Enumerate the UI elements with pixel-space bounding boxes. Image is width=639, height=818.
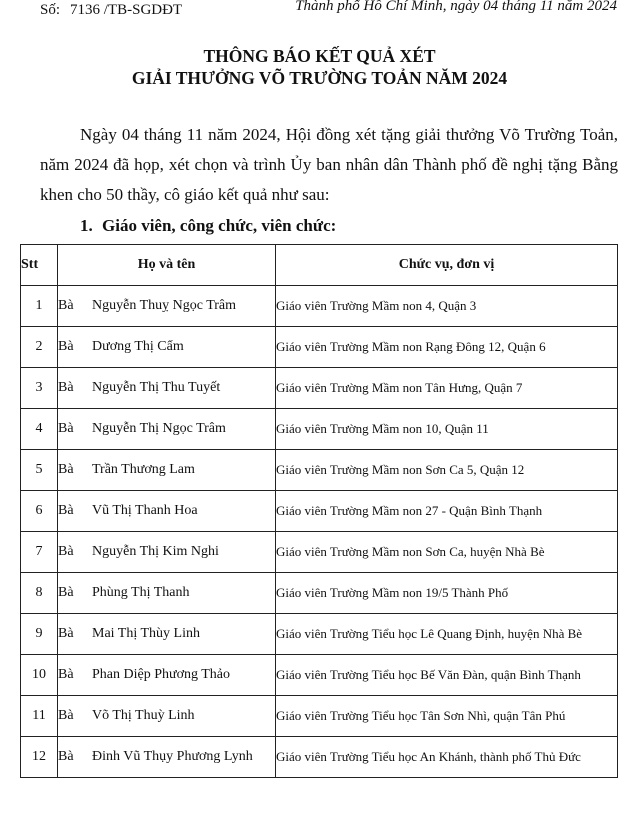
person-name: Nguyễn Thuỵ Ngọc Trâm [92, 298, 237, 313]
cell-position: Giáo viên Trường Mầm non Sơn Ca 5, Quận 12 [276, 450, 618, 491]
cell-stt: 5 [21, 450, 58, 491]
person-name: Nguyễn Thị Ngọc Trâm [92, 421, 226, 436]
person-name: Trần Thương Lam [92, 462, 195, 477]
honorific: Bà [58, 503, 74, 518]
cell-stt: 9 [21, 614, 58, 655]
section-heading [80, 216, 336, 236]
section-heading-text: Giáo viên, công chức, viên chức: [102, 216, 337, 235]
table-row [21, 532, 618, 573]
honorific: Bà [58, 585, 74, 600]
table-row [21, 491, 618, 532]
document-title-line-2: GIẢI THƯỞNG VÕ TRƯỜNG TOẢN NĂM 2024 [131, 68, 508, 88]
cell-position: Giáo viên Trường Tiểu học Lê Quang Định, huyện Nhà Bè [276, 614, 618, 655]
honorific: Bà [58, 544, 74, 559]
person-name: Võ Thị Thuỳ Linh [92, 708, 195, 723]
cell-name [58, 737, 276, 778]
cell-position: Giáo viên Trường Tiểu học Tân Sơn Nhì, quận Tân Phú [276, 696, 618, 737]
table-row [21, 737, 618, 778]
person-name: Vũ Thị Thanh Hoa [92, 503, 198, 518]
document-number-value: 7136 [70, 2, 101, 18]
place-and-date: Thành phố Hồ Chí Minh, ngày 04 tháng 11 năm 2024 [295, 0, 617, 14]
cell-position: Giáo viên Trường Mầm non 4, Quận 3 [276, 286, 618, 327]
header-stt: Stt [21, 245, 58, 286]
table-row [21, 614, 618, 655]
cell-stt: 7 [21, 532, 58, 573]
table-row [21, 450, 618, 491]
table-row [21, 368, 618, 409]
cell-stt: 3 [21, 368, 58, 409]
person-name: Dương Thị Cẩm [92, 339, 184, 354]
honorific: Bà [58, 339, 74, 354]
person-name: Nguyễn Thị Thu Tuyết [92, 380, 221, 395]
cell-position: Giáo viên Trường Mầm non Sơn Ca, huyện Nhà Bè [276, 532, 618, 573]
table-row [21, 409, 618, 450]
document-number [40, 2, 182, 19]
person-name: Mai Thị Thùy Linh [92, 626, 200, 641]
honorific: Bà [58, 380, 74, 395]
cell-name [58, 532, 276, 573]
cell-name [58, 696, 276, 737]
cell-stt: 2 [21, 327, 58, 368]
cell-position: Giáo viên Trường Tiểu học An Khánh, thành phố Thủ Đức [276, 737, 618, 778]
table-row [21, 327, 618, 368]
cell-stt: 12 [21, 737, 58, 778]
cell-name [58, 573, 276, 614]
honorific: Bà [58, 749, 74, 764]
cell-name [58, 286, 276, 327]
award-recipients-table [20, 244, 618, 778]
cell-stt: 4 [21, 409, 58, 450]
table-row [21, 573, 618, 614]
document-number-suffix: /TB-SGDĐT [103, 2, 183, 18]
cell-position: Giáo viên Trường Mầm non Rạng Đông 12, Quận 6 [276, 327, 618, 368]
cell-position: Giáo viên Trường Mầm non Tân Hưng, Quận 7 [276, 368, 618, 409]
honorific: Bà [58, 462, 74, 477]
document-number-label: Số: [40, 2, 61, 18]
person-name: Phan Diệp Phương Thảo [92, 667, 231, 682]
honorific: Bà [58, 298, 74, 313]
cell-name [58, 614, 276, 655]
person-name: Đinh Vũ Thụy Phương Lynh [92, 749, 253, 764]
cell-name [58, 327, 276, 368]
header-name: Họ và tên [58, 245, 276, 286]
person-name: Nguyễn Thị Kim Nghi [92, 544, 219, 559]
honorific: Bà [58, 626, 74, 641]
cell-position: Giáo viên Trường Mầm non 10, Quận 11 [276, 409, 618, 450]
table-header-row [21, 245, 618, 286]
cell-position: Giáo viên Trường Mầm non 27 - Quận Bình Thạnh [276, 491, 618, 532]
person-name: Phùng Thị Thanh [92, 585, 190, 600]
table-row [21, 655, 618, 696]
intro-paragraph-text: Ngày 04 tháng 11 năm 2024, Hội đồng xét tặng giải thưởng Võ Trường Toản, năm 2024 đã họp, xét chọn và trình Ủy ban nhân dân Thành phố đề nghị tặng Bằng khen cho 50 thầy, cô giáo kết quả như sau: [40, 125, 618, 204]
cell-name [58, 450, 276, 491]
cell-stt: 8 [21, 573, 58, 614]
honorific: Bà [58, 421, 74, 436]
honorific: Bà [58, 708, 74, 723]
intro-paragraph [40, 120, 618, 210]
cell-name [58, 409, 276, 450]
document-header [0, 0, 639, 22]
cell-stt: 10 [21, 655, 58, 696]
cell-stt: 11 [21, 696, 58, 737]
honorific: Bà [58, 667, 74, 682]
cell-position: Giáo viên Trường Mầm non 19/5 Thành Phố [276, 573, 618, 614]
cell-stt: 6 [21, 491, 58, 532]
cell-stt: 1 [21, 286, 58, 327]
cell-name [58, 368, 276, 409]
header-position: Chức vụ, đơn vị [276, 245, 618, 286]
document-title-line-1: THÔNG BÁO KẾT QUẢ XÉT [203, 46, 436, 66]
table-row [21, 696, 618, 737]
cell-position: Giáo viên Trường Tiểu học Bế Văn Đàn, quận Bình Thạnh [276, 655, 618, 696]
section-number: 1. [80, 216, 93, 235]
cell-name [58, 655, 276, 696]
cell-name [58, 491, 276, 532]
table-row [21, 286, 618, 327]
